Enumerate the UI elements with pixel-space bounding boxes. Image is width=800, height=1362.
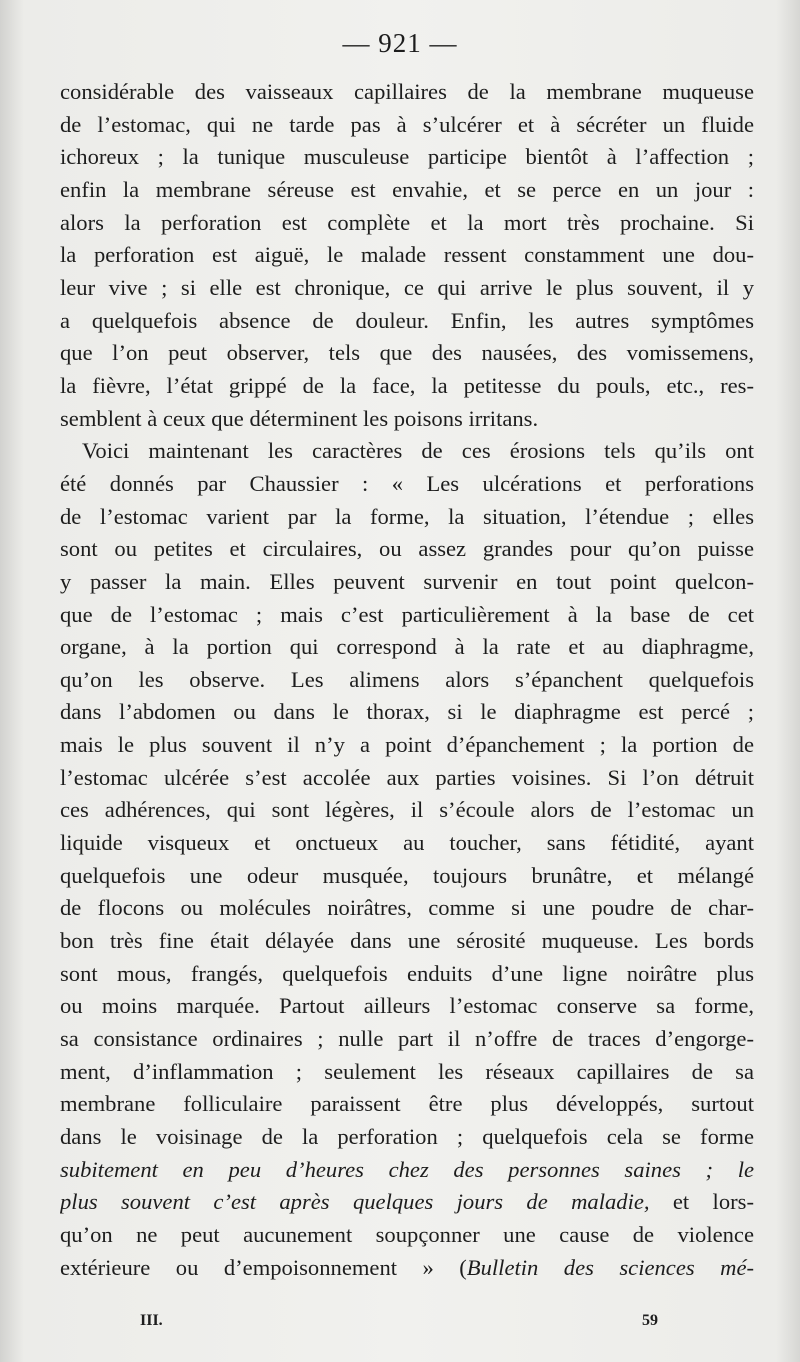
- text-line: y passer la main. Elles peuvent survenir en tout point quelcon-: [60, 568, 754, 594]
- mixed-line: [60, 1252, 754, 1285]
- text-line: l’estomac ulcérée s’est accolée aux parties voisines. Si l’on détruit: [60, 764, 754, 790]
- paragraph-start-line: Voici maintenant les caractères de ces érosions tels qu’ils ont: [82, 438, 754, 464]
- text-line: été donnés par Chaussier : « Les ulcérations et perforations: [60, 470, 754, 496]
- page-number: — 921 —: [342, 28, 458, 58]
- text-line: que l’on peut observer, tels que des nausées, des vomissemens,: [60, 340, 754, 366]
- text-line: quelquefois une odeur musquée, toujours brunâtre, et mélangé: [60, 862, 754, 888]
- text-line: la fièvre, l’état grippé de la face, la petitesse du pouls, etc., res-: [60, 372, 754, 398]
- sheet-number: 59: [642, 1312, 658, 1329]
- text-line: dans le voisinage de la perforation ; quelquefois cela se forme: [60, 1124, 754, 1149]
- text-line: semblent à ceux que déterminent les poisons irritans.: [60, 405, 539, 431]
- italic-run: plus souvent c’est après quelques jours de maladie,: [60, 1189, 650, 1215]
- text-line: membrane folliculaire paraissent être plus développés, surtout: [60, 1091, 754, 1117]
- text-line: qu’on ne peut aucunement soupçonner une cause de violence: [60, 1221, 754, 1247]
- text-line: qu’on les observe. Les alimens alors s’épanchent quelquefois: [60, 666, 754, 692]
- text-line: ces adhérences, qui sont légères, il s’écoule alors de l’estomac un: [60, 797, 754, 823]
- text-line: a quelquefois absence de douleur. Enfin, les autres symptômes: [60, 307, 754, 333]
- text-line: leur vive ; si elle est chronique, ce qui arrive le plus souvent, il y: [60, 274, 754, 300]
- text-line: bon très fine était délayée dans une sérosité muqueuse. Les bords: [60, 928, 754, 954]
- text-line: dans l’abdomen ou dans le thorax, si le diaphragme est percé ;: [60, 699, 754, 725]
- text-line: sont ou petites et circulaires, ou assez grandes pour qu’on puisse: [60, 536, 754, 562]
- roman-run: et lors-: [649, 1189, 754, 1215]
- text-line: la perforation est aiguë, le malade ressent constamment une dou-: [60, 242, 754, 268]
- body-text: [60, 76, 754, 1284]
- text-line: que de l’estomac ; mais c’est particulièrement à la base de cet: [60, 601, 754, 627]
- italic-line: subitement en peu d’heures chez des personnes saines ; le: [60, 1156, 754, 1182]
- mixed-line: [60, 1186, 754, 1219]
- page-footer: [0, 1308, 800, 1338]
- text-line: alors la perforation est complète et la mort très prochaine. Si: [60, 209, 754, 235]
- italic-run: Bulletin des sciences mé-: [466, 1254, 754, 1280]
- text-line: organe, à la portion qui correspond à la rate et au diaphragme,: [60, 634, 754, 660]
- text-line: considérable des vaisseaux capillaires de la membrane muqueuse: [60, 79, 754, 104]
- text-line: sont mous, frangés, quelquefois enduits d’une ligne noirâtre plus: [60, 960, 754, 986]
- text-line: enfin la membrane séreuse est envahie, et se perce en un jour :: [60, 176, 754, 202]
- text-line: ou moins marquée. Partout ailleurs l’estomac conserve sa forme,: [60, 993, 754, 1019]
- roman-run: extérieure ou d’empoisonnement » (: [60, 1254, 467, 1280]
- text-line: ment, d’inflammation ; seulement les réseaux capillaires de sa: [60, 1058, 754, 1084]
- text-line: de l’estomac varient par la forme, la situation, l’étendue ; elles: [60, 503, 754, 529]
- signature-mark: III.: [140, 1312, 163, 1329]
- text-line: liquide visqueux et onctueux au toucher, sans fétidité, ayant: [60, 830, 754, 856]
- text-line: de flocons ou molécules noirâtres, comme si une poudre de char-: [60, 895, 754, 921]
- text-line: sa consistance ordinaires ; nulle part il n’offre de traces d’engorge-: [60, 1026, 754, 1052]
- text-line: de l’estomac, qui ne tarde pas à s’ulcérer et à sécréter un fluide: [60, 111, 754, 137]
- text-line: mais le plus souvent il n’y a point d’épanchement ; la portion de: [60, 732, 754, 758]
- text-line: ichoreux ; la tunique musculeuse participe bientôt à l’affection ;: [60, 144, 754, 170]
